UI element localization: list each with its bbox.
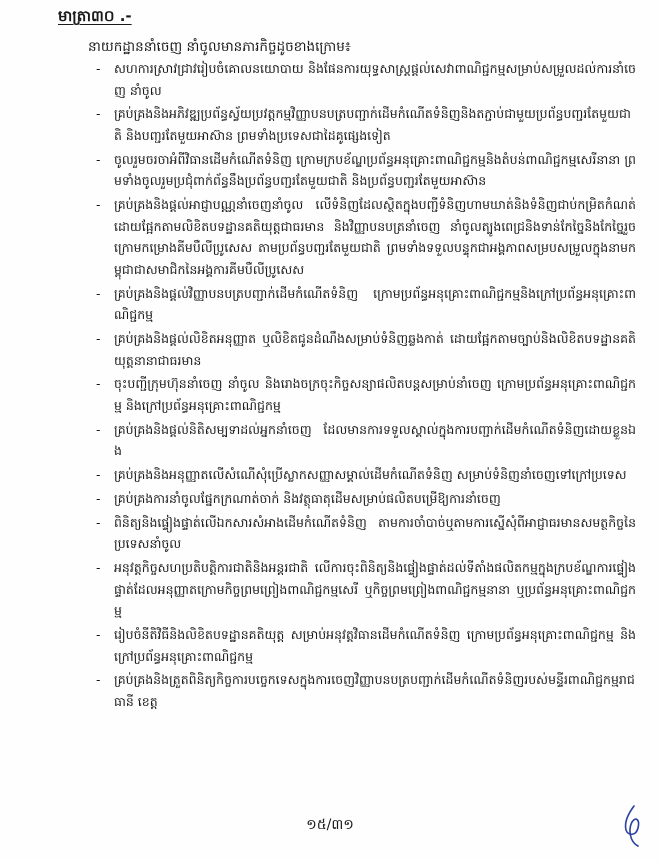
list-item-text: គ្រប់គ្រងនិងផ្ដល់វិញ្ញាបនបត្របញ្ជាក់ដើមកំណើតទំនិញ ក្រោមប្រព័ន្ធអនុគ្រោះពាណិជ្ជកម្មនិងក្រៅប្រព័ន្ធអនុគ្រោះពាណិជ្ជកម្ម [114,285,636,323]
bullet: - [96,490,101,506]
list-item-text: គ្រប់គ្រងនិងអនុញ្ញាតលើសំណើសុំប្រើស្លាកសញ្ញាសម្គាល់ដើមកំណើតទំនិញ សម្រាប់ទំនិញនាំចេញទៅក្រៅប្រទេស [114,467,627,483]
list-item-text: ពិនិត្យនិងផ្ទៀងផ្ទាត់លើឯកសារសំអាងដើមកំណើតទំនិញ តាមការចាំបាច់ឬតាមការស្នើសុំពីអាជ្ញាធរមានសមត្ថកិច្ចនៃប្រទេសនាំចូល [114,514,636,552]
list-item [96,373,636,416]
list-item [96,283,636,326]
list-item-text: សហការស្រាវជ្រាវរៀបចំគោលនយោបាយ និងផែនការយុទ្ធសាស្ត្រផ្ដល់សេវាពាណិជ្ជកម្មសម្រាប់សម្រួលដល់ការនាំចេញ នាំចូល [114,61,636,98]
bullet: - [96,672,101,688]
bullet: - [96,376,101,392]
bullet: - [96,285,101,301]
list-item-text: គ្រប់គ្រងនិងផ្ដល់លិខិតអនុញ្ញាត ឬលិខិតជូនដំណឹងសម្រាប់ទំនិញឆ្លងកាត់ ដោយផ្អែកតាមច្បាប់និងលិខិតបទដ្ឋានគតិយុត្តនានាជាធរមាន [114,331,636,368]
page-number: ១៥/៣១ [306,817,354,833]
list-item [96,328,636,371]
list-item-text: ចូលរួមចរចាអំពីវិធានដើមកំណើតទំនិញ ក្រោមក្របខ័ណ្ឌប្រព័ន្ធអនុគ្រោះពាណិជ្ជកម្មនិងតំបន់ពាណិជ្ជកម្មសេរីនានា ព្រមទាំងចូលរួមប្រជុំពាក់ព័ន្ធនឹងប្រព័ន្ធបញ្ជរតែមួយជាតិ និងប្រព័ន្ធបញ្ជរតែមួយអាស៊ាន [114,151,636,189]
intro-text: នាយកដ្ឋាននាំចេញ នាំចូលមានភារកិច្ចដូចខាងក្រោម៖ [88,39,351,55]
initials-signature [618,800,648,850]
list-item-text: អនុវត្តកិច្ចសហប្រតិបត្តិការជាតិនិងអន្តរជាតិ លើការចុះពិនិត្យនិងផ្ទៀងផ្ទាត់ដល់ទីតាំងផលិតកម្មក្នុងក្របខ័ណ្ឌការផ្ទៀងផ្ទាត់ដែលអនុញ្ញាតក្រោមកិច្ចព្រមព្រៀងពាណិជ្ជកម្មសេរី ឬកិច្ចព្រមព្រៀងពាណិជ្ជកម្មនានា ឬប្រព័ន្ធអនុគ្រោះពាណិជ្ជកម្ម [114,560,636,619]
list-item-text: គ្រប់គ្រងនិងត្រួតពិនិត្យកិច្ចការបច្ចេកទេសក្នុងការចេញវិញ្ញាបនបត្របញ្ជាក់ដើមកំណើតទំនិញរបស់មន្ទីរពាណិជ្ជកម្មរាជធានី ខេត្ត [114,672,635,710]
bullet: - [96,514,101,530]
list-item [96,103,636,146]
bullet: - [96,560,101,576]
list-item [96,512,636,555]
duty-list [96,58,636,715]
list-item-text: ចុះបញ្ជីក្រុមហ៊ុននាំចេញ នាំចូល និងរោងចក្រចុះកិច្ចសន្យាផលិតបន្តសម្រាប់នាំចេញ ក្រោមប្រព័ន្ធអនុគ្រោះពាណិជ្ជកម្ម និងក្រៅប្រព័ន្ធអនុគ្រោះពាណិជ្ជកម្ម [114,376,636,414]
list-item-text: គ្រប់គ្រងនិងផ្ដល់អាជ្ញាបណ្ណនាំចេញនាំចូល លើទំនិញដែលស្ថិតក្នុងបញ្ជីទំនិញហាមឃាត់និងទំនិញជាប់កម្រិតកំណត់ ដោយផ្អែកតាមលិខិតបទដ្ឋានគតិយុត្តជាធរមាន និងវិញ្ញាបនបត្រនាំចេញ នាំចូលត្បូងពេជ្រនិងទាន់កែច្នៃនិងកែច្នៃរួច ក្រោមកម្រោងគីមបឺលីប្រូសេស តាមប្រព័ន្ធបញ្ជរតែមួយជាតិ ព្រមទាំងទទួលបន្ទុកជាអង្គភាពសម្របសម្រួលក្នុងនាមកម្ពុជាជាសមាជិកនៃអង្គការគីមបឺលីប្រូសេស [114,197,636,277]
list-item [96,58,636,101]
bullet: - [96,197,101,213]
list-item [96,194,636,280]
bullet: - [96,331,101,347]
bullet: - [96,61,101,76]
list-item-text: គ្រប់គ្រងការនាំចូលផ្នែកក្រណាត់ចាក់ និងវត្ថុធាតុដើមសម្រាប់ផលិតបម្រើឱ្យការនាំចេញ [114,490,501,506]
list-item-text: រៀបចំនីតិវិធីនិងលិខិតបទដ្ឋានគតិយុត្ត សម្រាប់អនុវត្តវិធានដើមកំណើតទំនិញ ក្រោមប្រព័ន្ធអនុគ្រោះពាណិជ្ជកម្ម និងក្រៅប្រព័ន្ធអនុគ្រោះពាណិជ្ជកម្ម [114,627,636,664]
article-heading: មាត្រា៣០ .- [58,7,132,25]
bullet: - [96,627,101,643]
bullet: - [96,106,101,122]
list-item-text: គ្រប់គ្រងនិងអភិវឌ្ឍប្រព័ន្ធស្វ័យប្រវត្តកម្មវិញ្ញាបនបត្របញ្ជាក់ដើមកំណើតទំនិញនិងតភ្ជាប់ជាមួយប្រព័ន្ធបញ្ជរតែមួយជាតិ និងបញ្ជរតែមួយអាស៊ាន ព្រមទាំងប្រទេសជាដៃគូផ្សេងទៀត [114,106,631,143]
bullet: - [96,467,101,483]
list-item [96,149,636,192]
list-item [96,488,636,510]
list-item [96,464,636,486]
list-item [96,624,636,667]
list-item [96,557,636,622]
bullet: - [96,151,101,167]
list-item-text: គ្រប់គ្រងនិងផ្ដល់និតិសម្បទាដល់អ្នកនាំចេញ ដែលមានការទទួលស្គាល់ក្នុងការបញ្ជាក់ដើមកំណើតទំនិញដោយខ្លួនឯង [114,421,636,459]
list-item [96,669,636,712]
bullet: - [96,421,101,437]
list-item [96,419,636,462]
